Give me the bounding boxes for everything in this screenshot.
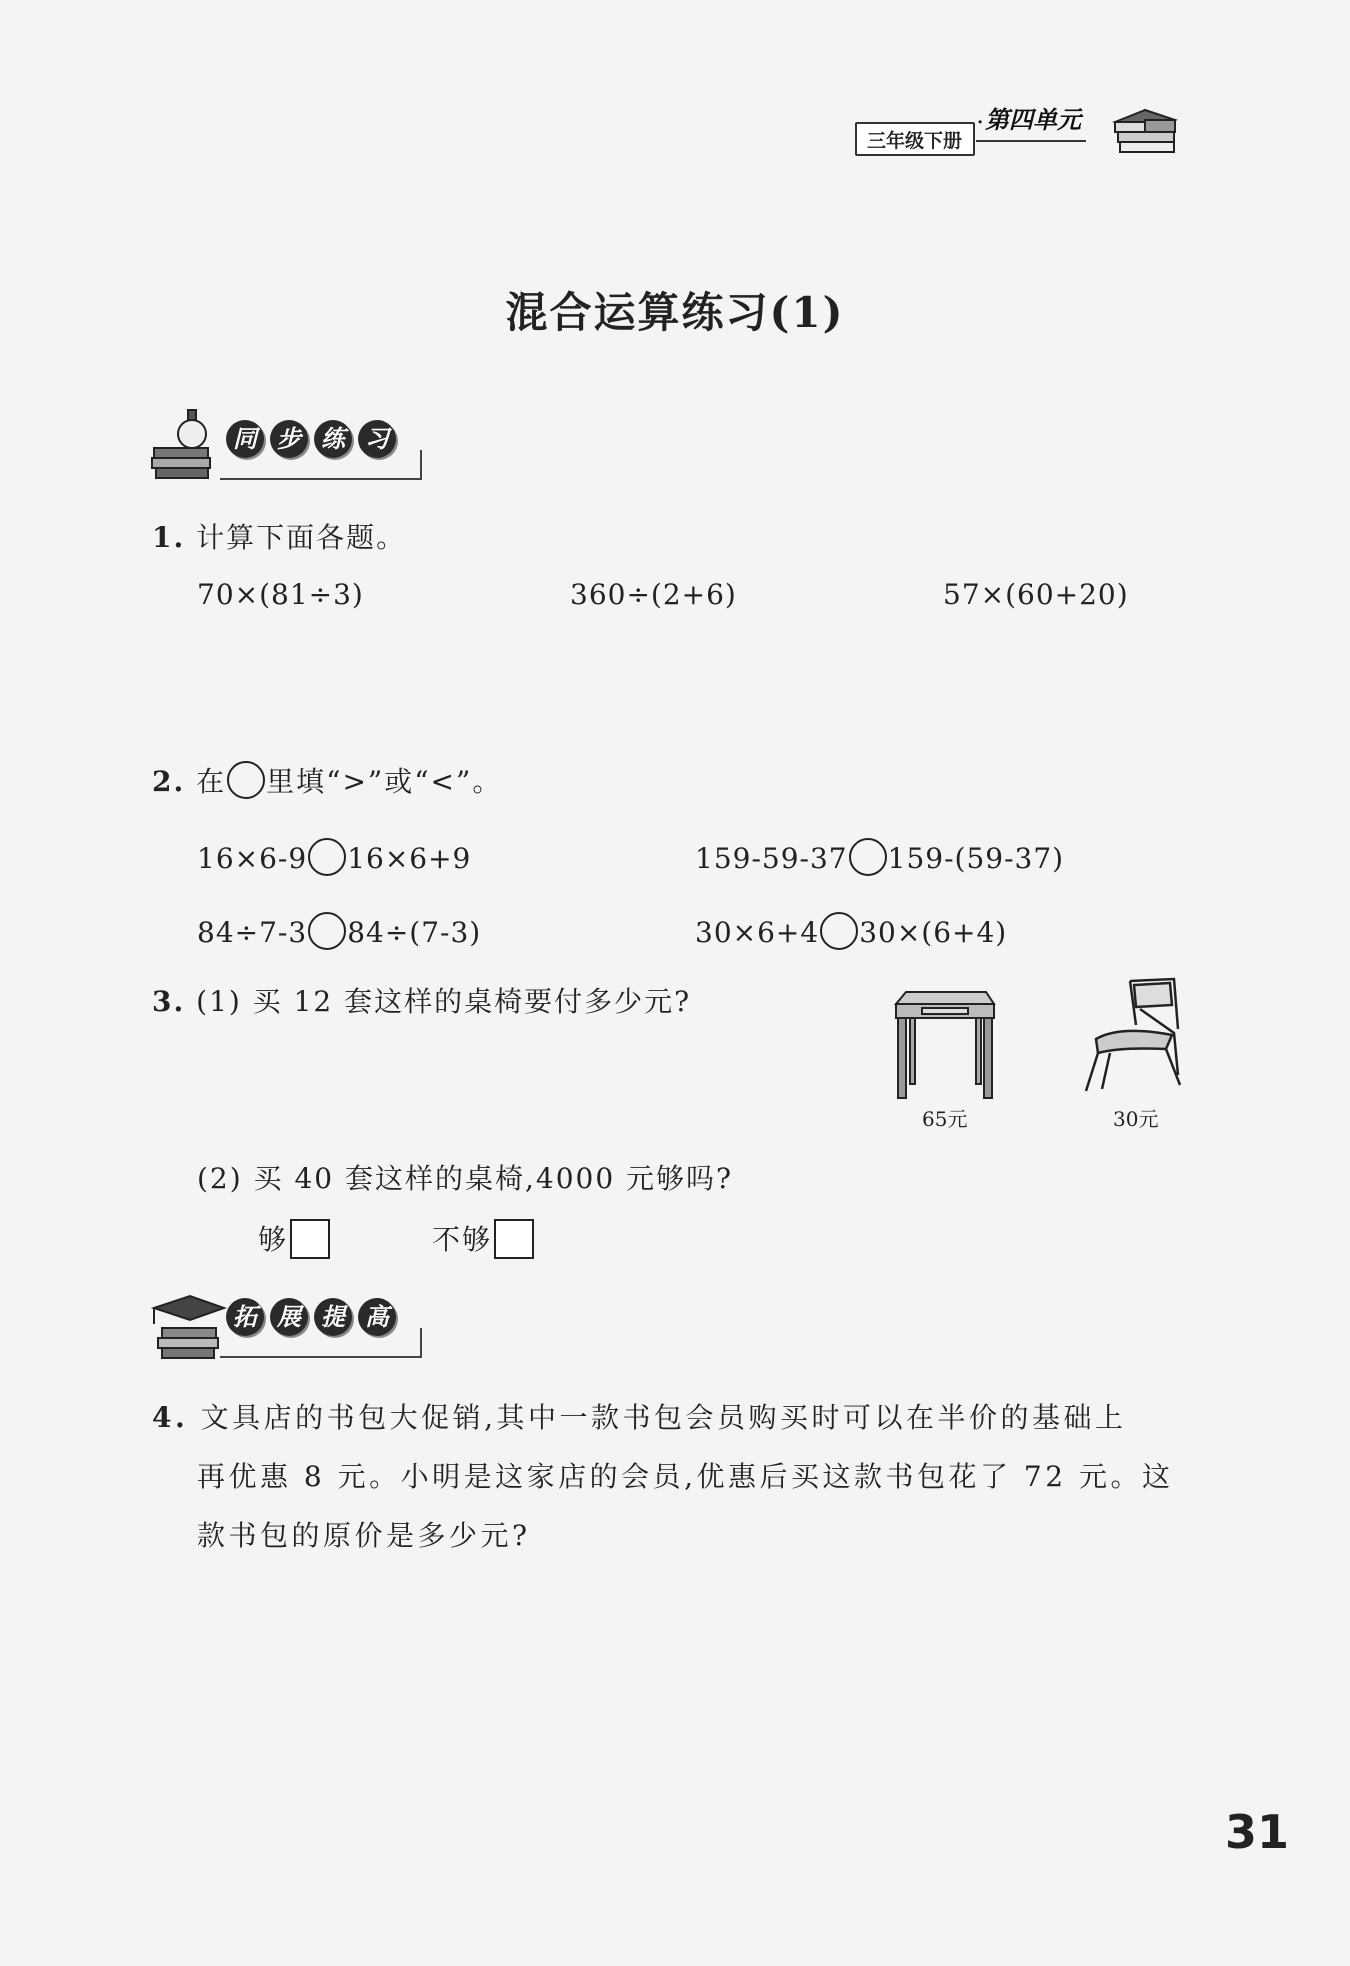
expr-right: 159-(59-37): [887, 842, 1065, 875]
desk-icon: [888, 990, 1000, 1102]
banner-char: 拓: [226, 1298, 264, 1336]
answer-circle[interactable]: [308, 838, 346, 876]
header-rule: [976, 140, 1086, 142]
question-line-2: 再优惠 8 元。小明是这家店的会员,优惠后买这款书包花了 72 元。这: [197, 1460, 1174, 1493]
section-banner-sync: [150, 420, 450, 480]
q1-expression: 360÷(2+6): [570, 578, 737, 611]
graduation-books-icon: [150, 1290, 228, 1366]
answer-circle[interactable]: [820, 912, 858, 950]
question-number: 1.: [152, 521, 186, 554]
question-part-1: (1) 买 12 套这样的桌椅要付多少元?: [196, 985, 692, 1018]
q2-item: [197, 838, 471, 876]
question-3: [152, 980, 691, 1020]
expr-left: 159-59-37: [695, 842, 848, 875]
banner-char: 高: [358, 1298, 396, 1336]
expr-left: 16×6-9: [197, 842, 308, 875]
checkbox-yes[interactable]: [290, 1219, 330, 1259]
expr-left: 84÷7-3: [197, 916, 308, 949]
question-prompt-b: 里填“>”或“<”。: [266, 765, 503, 798]
question-prompt-a: 在: [196, 765, 227, 798]
expr-left: 30×6+4: [695, 916, 820, 949]
q2-item: [197, 912, 481, 950]
expr-right: 30×(6+4): [859, 916, 1008, 949]
q1-expression: 70×(81÷3): [197, 578, 364, 611]
banner-char: 提: [314, 1298, 352, 1336]
question-1: [152, 516, 406, 556]
lamp-books-icon: [150, 408, 222, 484]
compare-circle: [227, 761, 265, 799]
answer-circle[interactable]: [308, 912, 346, 950]
unit-label: 第四单元: [985, 106, 1081, 134]
page-number: 31: [1225, 1805, 1290, 1859]
banner-char: 习: [358, 420, 396, 458]
question-number: 2.: [152, 765, 186, 798]
banner-char: 同: [226, 420, 264, 458]
header-dot: ·: [977, 112, 984, 133]
option-yes: [258, 1218, 330, 1259]
question-3-part-2: (2) 买 40 套这样的桌椅,4000 元够吗?: [197, 1162, 734, 1195]
question-number: 3.: [152, 985, 186, 1018]
q1-expression: 57×(60+20): [943, 578, 1129, 611]
banner-char: 展: [270, 1298, 308, 1336]
chair-price: 30元: [1113, 1107, 1159, 1131]
chair-icon: [1080, 975, 1184, 1099]
books-icon: [1110, 92, 1180, 162]
question-line-3: 款书包的原价是多少元?: [197, 1519, 531, 1552]
page-title: 混合运算练习(1): [505, 288, 845, 337]
option-yes-label: 够: [258, 1223, 289, 1256]
option-no-label: 不够: [432, 1223, 493, 1256]
section-banner-extend: [150, 1298, 450, 1358]
question-line-1: 文具店的书包大促销,其中一款书包会员购买时可以在半价的基础上: [200, 1401, 1127, 1434]
desk-price: 65元: [922, 1107, 968, 1131]
checkbox-no[interactable]: [494, 1219, 534, 1259]
question-number: 4.: [152, 1401, 189, 1434]
q2-item: [695, 838, 1064, 876]
expr-right: 84÷(7-3): [347, 916, 482, 949]
banner-char: 练: [314, 420, 352, 458]
answer-circle[interactable]: [849, 838, 887, 876]
banner-char: 步: [270, 420, 308, 458]
expr-right: 16×6+9: [347, 842, 472, 875]
question-2: [152, 760, 502, 800]
question-prompt: 计算下面各题。: [196, 521, 407, 554]
grade-label: 三年级下册: [855, 122, 975, 156]
q2-item: [695, 912, 1007, 950]
option-no: [432, 1218, 534, 1259]
question-4: [152, 1396, 1127, 1436]
